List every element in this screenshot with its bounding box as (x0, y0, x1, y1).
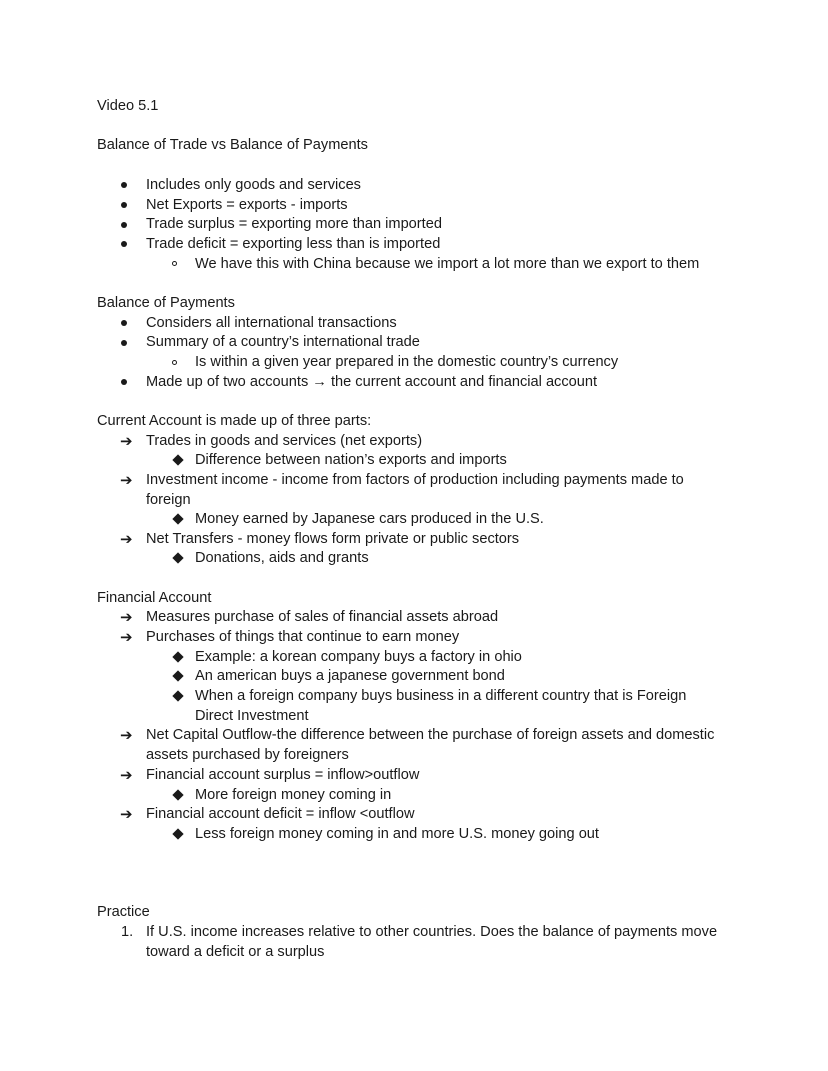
bullet-circle (172, 360, 177, 365)
list-item: Considers all international transactions (146, 315, 397, 331)
list-item-continued: assets purchased by foreigners (146, 747, 349, 763)
list-item: Trade deficit = exporting less than is imported (146, 236, 441, 252)
arrow-bullet-icon: ➔ (120, 628, 133, 646)
diamond-bullet-icon (172, 651, 183, 662)
list-item: Financial account deficit = inflow <outflow (146, 806, 415, 822)
practice-question: If U.S. income increases relative to other countries. Does the balance of payments move (146, 924, 718, 940)
practice-question-continued: toward a deficit or a surplus (146, 944, 325, 960)
diamond-bullet-icon (172, 454, 183, 465)
bullet-disc (121, 320, 127, 326)
diamond-bullet-icon (172, 552, 183, 563)
arrow-bullet-icon: ➔ (120, 726, 133, 744)
heading-financial-account: Financial Account (97, 590, 212, 606)
arrow-bullet-icon: ➔ (120, 530, 133, 548)
heading-practice: Practice (97, 904, 150, 920)
arrow-bullet-icon: ➔ (120, 766, 133, 784)
heading-current-account: Current Account is made up of three parts: (97, 413, 372, 429)
bullet-disc (121, 182, 127, 188)
sub-list-item: Money earned by Japanese cars produced in the U.S. (195, 511, 544, 527)
sub-list-item: Is within a given year prepared in the domestic country’s currency (195, 354, 619, 370)
sub-list-item: Less foreign money coming in and more U.S. money going out (195, 826, 599, 842)
list-item: Measures purchase of sales of financial assets abroad (146, 609, 499, 625)
list-item-continued: foreign (146, 492, 191, 508)
bullet-disc (121, 340, 127, 346)
list-item: Trade surplus = exporting more than imported (146, 216, 442, 232)
sub-list-item: Difference between nation’s exports and imports (195, 452, 507, 468)
bullet-disc (121, 241, 127, 247)
list-item: Investment income - income from factors of production including payments made to (146, 472, 684, 488)
list-item: Summary of a country’s international trade (146, 334, 420, 350)
sub-list-item: Example: a korean company buys a factory in ohio (195, 649, 522, 665)
diamond-bullet-icon (172, 789, 183, 800)
diamond-bullet-icon (172, 690, 183, 701)
list-item: Made up of two accounts → the current account and financial account (146, 374, 598, 390)
diamond-bullet-icon (172, 670, 183, 681)
list-item: Net Transfers - money flows form private or public sectors (146, 531, 520, 547)
heading-balance-of-trade: Balance of Trade vs Balance of Payments (97, 137, 368, 153)
arrow-bullet-icon: ➔ (120, 608, 133, 626)
list-item: Purchases of things that continue to earn money (146, 629, 460, 645)
list-item: Trades in goods and services (net exports) (146, 433, 423, 449)
arrow-bullet-icon: ➔ (120, 471, 133, 489)
practice-number: 1. (121, 924, 134, 940)
sub-list-item: We have this with China because we import a lot more than we export to them (195, 256, 700, 272)
diamond-bullet-icon (172, 828, 183, 839)
sub-list-item-continued: Direct Investment (195, 708, 309, 724)
arrow-bullet-icon: ➔ (120, 805, 133, 823)
doc-title: Video 5.1 (97, 98, 159, 114)
bullet-disc (121, 202, 127, 208)
sub-list-item: When a foreign company buys business in a different country that is Foreign (195, 688, 687, 704)
heading-balance-of-payments: Balance of Payments (97, 295, 235, 311)
sub-list-item: Donations, aids and grants (195, 550, 369, 566)
bullet-disc (121, 222, 127, 228)
arrow-bullet-icon: ➔ (120, 432, 133, 450)
bullet-circle (172, 261, 177, 266)
bullet-disc (121, 379, 127, 385)
list-item: Net Exports = exports - imports (146, 197, 348, 213)
sub-list-item: More foreign money coming in (195, 787, 392, 803)
list-item: Includes only goods and services (146, 177, 361, 193)
sub-list-item: An american buys a japanese government bond (195, 668, 505, 684)
list-item: Net Capital Outflow-the difference between the purchase of foreign assets and domestic (146, 727, 715, 743)
list-item: Financial account surplus = inflow>outflow (146, 767, 420, 783)
diamond-bullet-icon (172, 513, 183, 524)
